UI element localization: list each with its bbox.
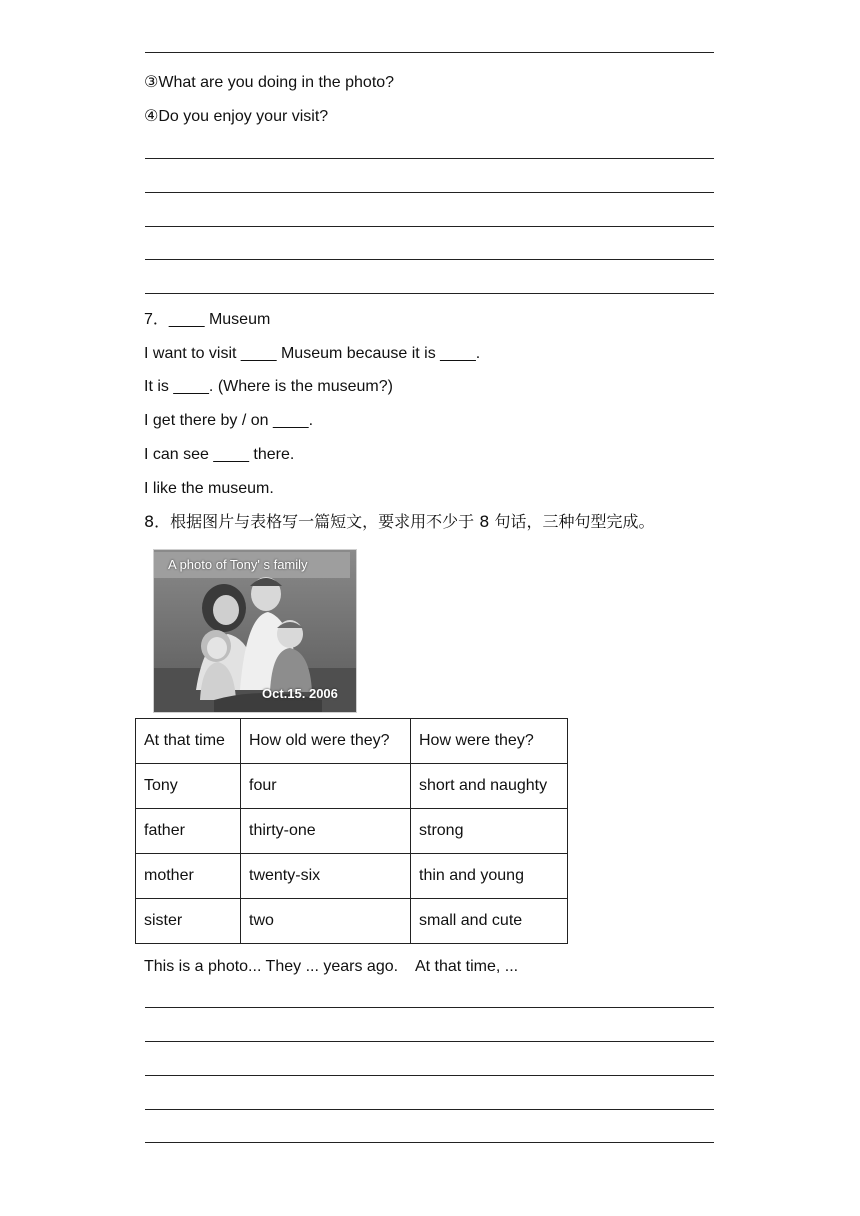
answer-line[interactable] [145, 293, 714, 294]
answer-line[interactable] [145, 1041, 714, 1042]
answer-line[interactable] [145, 226, 714, 227]
table-header: How old were they? [241, 719, 411, 764]
table-cell: thirty-one [241, 809, 411, 854]
table-row [136, 854, 568, 899]
table-row [136, 764, 568, 809]
q7-line-5: I like the museum. [144, 480, 274, 497]
q7-line-1: I want to visit ____ Museum because it is ____. [144, 345, 481, 362]
q7-line-2: It is ____. (Where is the museum?) [144, 378, 393, 395]
answer-line[interactable] [145, 1007, 714, 1008]
answer-line[interactable] [145, 192, 714, 193]
table-cell: father [136, 809, 241, 854]
family-info-table [135, 718, 568, 944]
table-cell: strong [411, 809, 568, 854]
answer-line[interactable] [145, 1075, 714, 1076]
answer-line[interactable] [145, 1109, 714, 1110]
answer-line[interactable] [145, 1142, 714, 1143]
table-row [136, 899, 568, 944]
table-header: How were they? [411, 719, 568, 764]
answer-line[interactable] [145, 158, 714, 159]
writing-starter: This is a photo... They ... years ago. At that time, ... [144, 958, 519, 975]
question-7-heading: 7．____ Museum [144, 311, 271, 328]
table-cell: mother [136, 854, 241, 899]
q7-line-3: I get there by / on ____. [144, 412, 314, 429]
answer-line[interactable] [145, 52, 714, 53]
table-row [136, 809, 568, 854]
table-cell: short and naughty [411, 764, 568, 809]
answer-line[interactable] [145, 259, 714, 260]
table-cell: twenty-six [241, 854, 411, 899]
question-8-instruction: 8．根据图片与表格写一篇短文，要求用不少于 8 句话，三种句型完成。 [144, 512, 655, 531]
table-header-row [136, 719, 568, 764]
table-cell: sister [136, 899, 241, 944]
photo-date: Oct.15. 2006 [262, 686, 338, 701]
family-photo [153, 549, 357, 713]
table-cell: small and cute [411, 899, 568, 944]
table-cell: thin and young [411, 854, 568, 899]
table-cell: two [241, 899, 411, 944]
table-cell: Tony [136, 764, 241, 809]
q7-line-4: I can see ____ there. [144, 446, 295, 463]
question-3: ③What are you doing in the photo? [144, 74, 395, 91]
table-header: At that time [136, 719, 241, 764]
table-cell: four [241, 764, 411, 809]
question-4: ④Do you enjoy your visit? [144, 108, 329, 125]
photo-caption: A photo of Tony' s family [168, 557, 308, 572]
